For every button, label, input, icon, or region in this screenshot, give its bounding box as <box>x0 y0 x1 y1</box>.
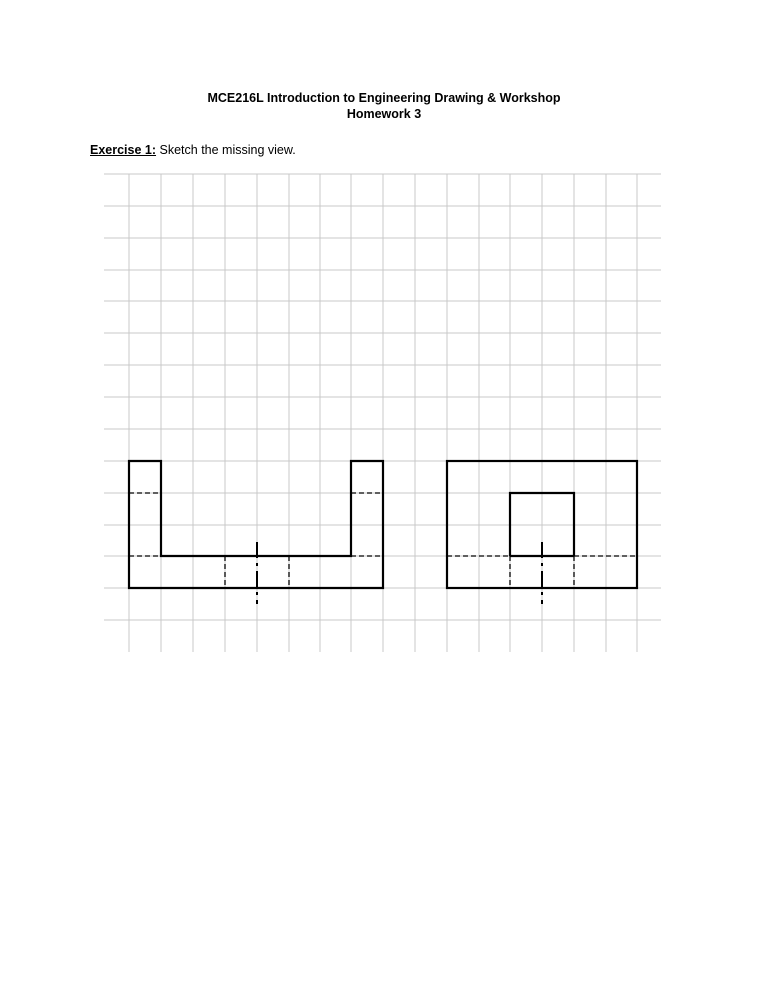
homework-title: Homework 3 <box>346 107 422 121</box>
course-title: MCE216L Introduction to Engineering Drawing & Workshop <box>207 91 561 105</box>
front-view <box>129 461 383 604</box>
exercise-instruction: Sketch the missing view. <box>159 143 296 157</box>
exercise-label: Exercise 1: <box>90 143 157 157</box>
